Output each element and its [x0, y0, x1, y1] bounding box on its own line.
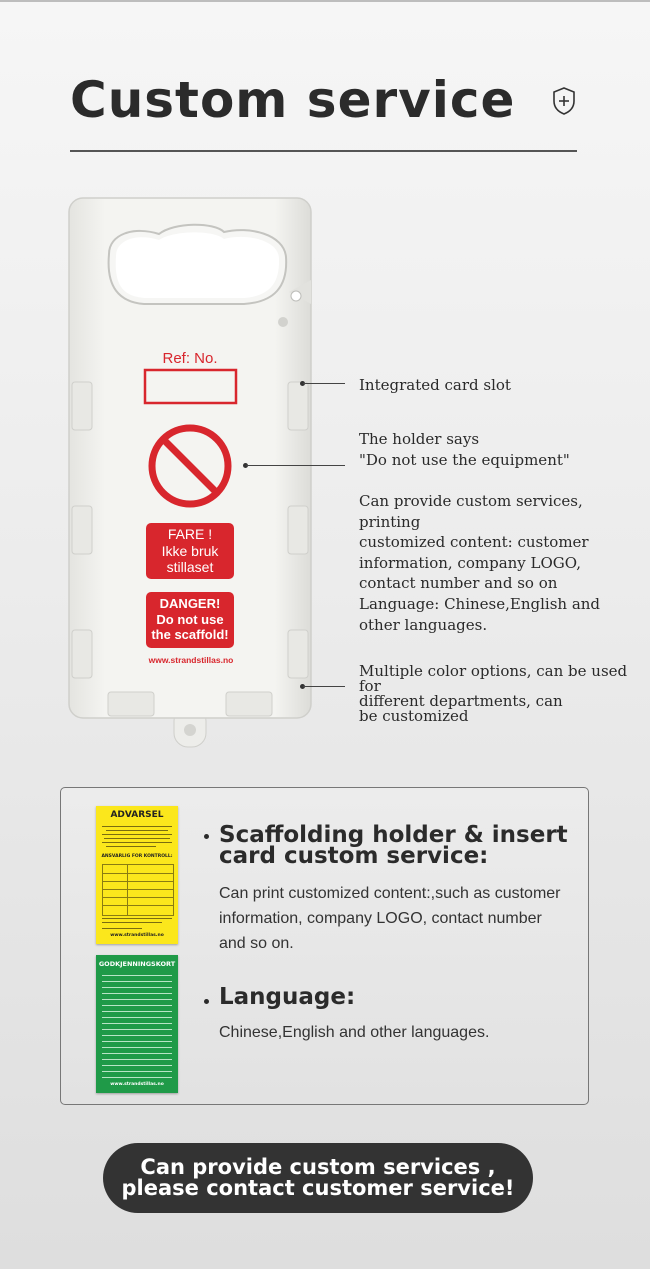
callout-text: different departments, can	[359, 692, 563, 710]
callout-text: Language: Chinese,English and	[359, 595, 601, 613]
service-body-line: Can print customized content:,such as customer	[219, 885, 561, 902]
contact-cta-banner	[103, 1143, 533, 1213]
website-label: www.strandstillas.no	[148, 655, 234, 665]
callout-text: Integrated card slot	[359, 376, 511, 394]
callout-text: Multiple color options, can be used for	[359, 662, 628, 695]
advarsel-card-title: ADVARSEL	[110, 810, 164, 820]
service-heading-line: Scaffolding holder & insert	[219, 822, 568, 848]
scaffold-tag-holder	[64, 192, 324, 757]
cta-line: please contact customer service!	[121, 1176, 515, 1200]
callout-text: be customized	[359, 707, 469, 725]
green-card-footer: www.strandstillas.no	[110, 1082, 164, 1087]
service-body-line: information, company LOGO, contact number	[219, 910, 542, 927]
callout-text: information, company LOGO,	[359, 553, 581, 572]
callout-card-slot	[359, 375, 639, 396]
top-border	[0, 0, 650, 2]
page-title: Custom service	[70, 71, 516, 129]
callout-text: customized content: customer	[359, 533, 589, 551]
fare-line: stillaset	[166, 559, 214, 575]
service-body-line: and so on.	[219, 935, 294, 952]
callout-line	[303, 383, 345, 384]
callout-text: contact number and so on	[359, 574, 558, 592]
callout-text: other languages.	[359, 615, 488, 634]
callout-text: "Do not use the equipment"	[359, 450, 570, 469]
fare-line: Ikke bruk	[161, 542, 219, 559]
service-heading	[219, 822, 568, 869]
bullet-dot	[204, 834, 209, 839]
danger-line: DANGER!	[159, 596, 221, 611]
danger-line: Do not use	[156, 611, 224, 627]
cta-line: Can provide custom services ,	[140, 1155, 496, 1179]
callout-line	[303, 686, 345, 687]
callout-custom-services	[359, 491, 639, 594]
service-heading-line: card custom service:	[219, 843, 489, 869]
green-card-title: GODKJENNINGSKORT	[98, 960, 176, 968]
advarsel-card-footer: www.strandstillas.no	[110, 933, 164, 938]
advarsel-table	[102, 864, 174, 916]
danger-line: the scaffold!	[151, 627, 229, 642]
advarsel-card	[96, 806, 178, 944]
language-heading: Language:	[219, 984, 356, 1010]
fare-line: FARE !	[167, 526, 213, 542]
fare-label	[146, 526, 234, 576]
callout-holder-says	[359, 429, 639, 470]
title-divider	[70, 150, 577, 152]
language-body: Chinese,English and other languages.	[219, 1024, 490, 1041]
service-body	[219, 881, 561, 956]
advarsel-fine-print	[102, 824, 172, 850]
advarsel-card-subtitle: ANSVARLIG FOR KONTROLL:	[101, 854, 173, 859]
callout-language	[359, 594, 639, 635]
callout-color-options	[359, 664, 639, 724]
ref-label: Ref: No.	[162, 350, 218, 367]
callout-line	[246, 465, 345, 466]
godkjenningskort-card	[96, 955, 178, 1093]
danger-label	[146, 596, 234, 643]
callout-text: The holder says	[359, 430, 480, 448]
bullet-dot	[204, 999, 209, 1004]
holder-illustration	[64, 192, 324, 752]
callout-text: Can provide custom services, printing	[359, 492, 583, 531]
shield-plus-icon	[551, 86, 577, 116]
